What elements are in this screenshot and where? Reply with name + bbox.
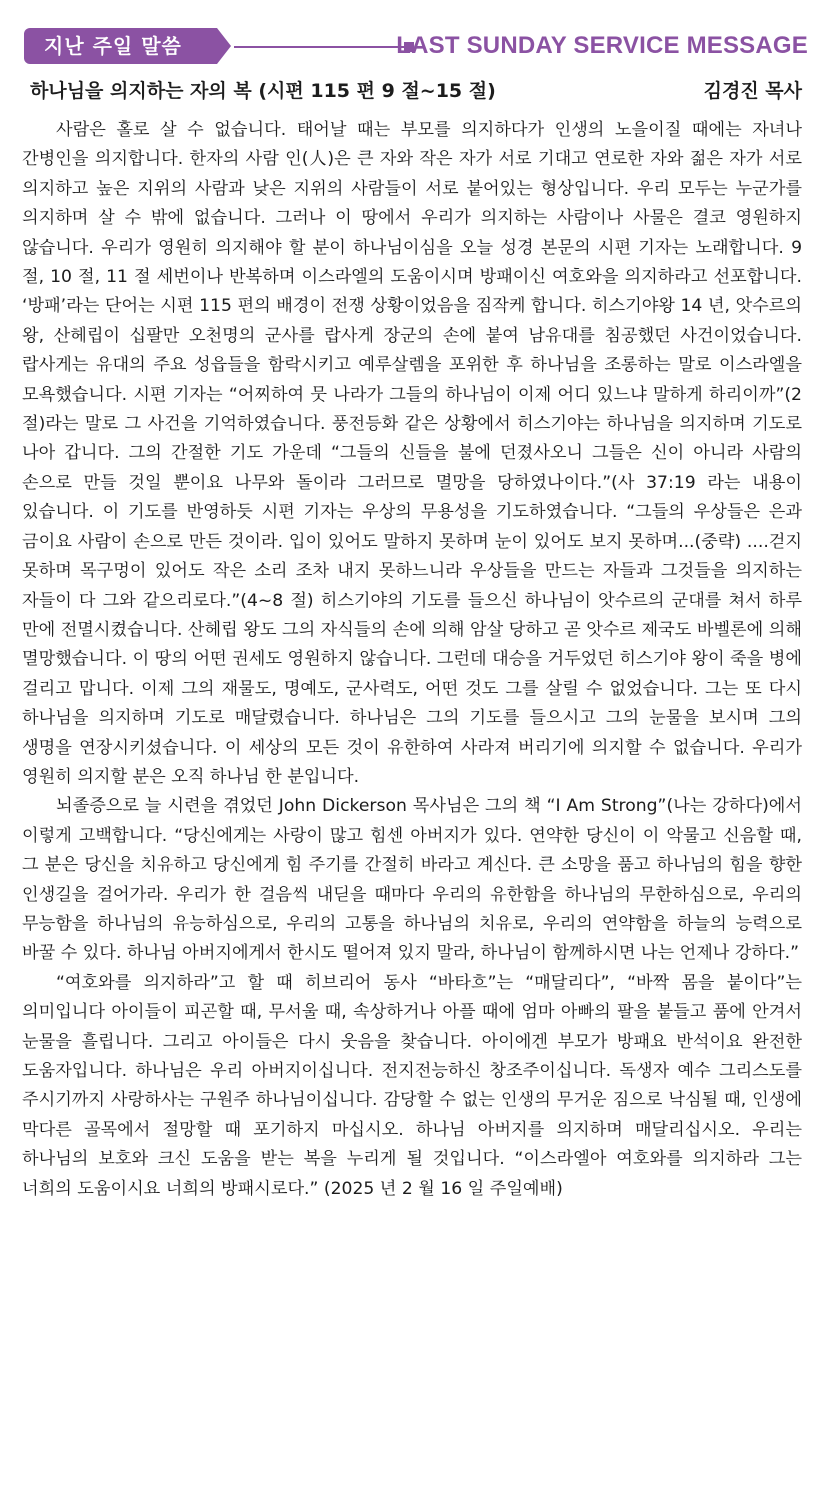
sermon-paragraph-3: “여호와를 의지하라”고 할 때 히브리어 동사 “바타흐”는 “매달리다”, “바짝 몸을 붙이다”는 의미입니다 아이들이 피곤할 때, 무서울 때, 속상하거나 아플 때에 엄마 아빠의 팔을 붙들고 품에 안겨서 눈물을 흘립니다. 그리고 아이들은 다시 웃음을 찾습니다. 아이에겐 부모가 방패요 반석이요 완전한 도움자입니다. 하나님은 우리 아버지이십니다. 전지전능하신 창조주이십니다. 독생자 예수 그리스도를 주시기까지 사랑하사는 구원주 하나님이십니다. 감당할 수 없는 인생의 무거운 짐으로 낙심될 때, 인생에 막다른 골목에서 절망할 때 포기하지 마십시오. 하나님 아버지를 의지하며 매달리십시오. 우리는 하나님의 보호와 크신 도움을 받는 복을 누리게 될 것입니다. “이스라엘아 여호와를 의지하라 그는 너희의 도움이시요 너희의 방패시로다.” (2025 년 2 월 16 일 주일예배): [22, 972, 802, 1199]
sermon-title-row: [30, 76, 802, 108]
section-label-korean: 지난 주일 말씀: [24, 28, 217, 64]
sermon-title: 하나님을 의지하는 자의 복 (시편 115 편 9 절~15 절): [30, 80, 496, 102]
header-divider-line: [234, 46, 404, 48]
sermon-paragraph-2: 뇌졸증으로 늘 시련을 겪었던 John Dickerson 목사님은 그의 책 “I Am Strong”(나는 강하다)에서 이렇게 고백합니다. “당신에게는 사랑이 많고 힘센 아버지가 있다. 연약한 당신이 이 악물고 신음할 때, 그 분은 당신을 치유하고 당신에게 힘 주기를 간절히 바라고 계신다. 큰 소망을 품고 하나님의 힘을 향한 인생길을 걸어가라. 우리가 한 걸음씩 내딛을 때마다 우리의 유한함을 하나님의 무한하심으로, 우리의 무능함을 하나님의 유능하심으로, 우리의 고통을 하나님의 치유로, 우리의 연약함을 하늘의 능력으로 바꿀 수 있다. 하나님 아버지에게서 한시도 떨어져 있지 말라, 하나님이 함께하시면 나는 언제나 강하다.”: [22, 796, 802, 964]
section-header: [24, 28, 808, 64]
section-label-english: LAST SUNDAY SERVICE MESSAGE: [396, 32, 808, 59]
sermon-paragraph-1: 사람은 홀로 살 수 없습니다. 태어날 때는 부모를 의지하다가 인생의 노을이질 때에는 자녀나 간병인을 의지합니다. 한자의 사람 인(人)은 큰 자와 작은 자가 서로 기대고 연로한 자와 젊은 자가 서로 의지하고 높은 지위의 사람과 낮은 지위의 사람들이 서로 붙어있는 형상입니다. 우리 모두는 누군가를 의지하며 살 수 밖에 없습니다. 그러나 이 땅에서 우리가 의지하는 사람이나 사물은 결코 영원하지 않습니다. 우리가 영원히 의지해야 할 분이 하나님이심을 오늘 성경 본문의 시편 기자는 노래합니다. 9 절, 10 절, 11 절 세번이나 반복하며 이스라엘의 도움이시며 방패이신 여호와을 의지하라고 선포합니다. ‘방패’라는 단어는 시편 115 편의 배경이 전쟁 상황이었음을 짐작케 합니다. 히스기야왕 14 년, 앗수르의 왕, 산헤립이 십팔만 오천명의 군사를 랍사게 장군의 손에 붙여 남유대를 침공했던 사건이었습니다. 랍사게는 유대의 주요 성읍들을 함락시키고 예루살렘을 포위한 후 하나님을 조롱하는 말로 이스라엘을 모욕했습니다. 시편 기자는 “어찌하여 뭇 나라가 그들의 하나님이 이제 어디 있느냐 말하게 하리이까”(2 절)라는 말로 그 사건을 기억하였습니다. 풍전등화 같은 상황에서 히스기야는 하나님을 의지하며 기도로 나아 갑니다. 그의 간절한 기도 가운데 “그들의 신들을 불에 던졌사오니 그들은 신이 아니라 사람의 손으로 만들 것일 뿐이요 나무와 돌이라 그러므로 멸망을 당하였나이다.”(사 37:19 라는 내용이 있습니다. 이 기도를 반영하듯 시편 기자는 우상의 무용성을 기도하였습니다. “그들의 우상들은 은과 금이요 사람이 손으로 만든 것이라. 입이 있어도 말하지 못하며 눈이 있어도 보지 못하며...(중략) ....걷지 못하며 목구멍이 있어도 작은 소리 조차 내지 못하느니라 우상들을 만드는 자들과 그것들을 의지하는 자들이 다 그와 같으리로다.”(4~8 절) 히스기야의 기도를 들으신 하나님이 앗수르의 군대를 쳐서 하루 만에 전멸시켰습니다. 산헤립 왕도 그의 자식들의 손에 의해 암살 당하고 곧 앗수르 제국도 바벨론에 의해 멸망했습니다. 이 땅의 어떤 권세도 영원하지 않습니다. 그런데 대승을 거두었던 히스기야 왕이 죽을 병에 걸리고 맙니다. 이제 그의 재물도, 명예도, 군사력도, 어떤 것도 그를 살릴 수 없었습니다. 그는 또 다시 하나님을 의지하며 기도로 매달렸습니다. 하나님은 그의 기도를 들으시고 그의 눈물을 보시며 그의 생명을 연장시키셨습니다. 이 세상의 모든 것이 유한하여 사라져 버리기에 의지할 수 없습니다. 우리가 영원히 의지할 분은 오직 하나님 한 분입니다.: [22, 120, 802, 787]
sermon-author: 김경진 목사: [703, 80, 802, 102]
sermon-body: [22, 116, 802, 1204]
